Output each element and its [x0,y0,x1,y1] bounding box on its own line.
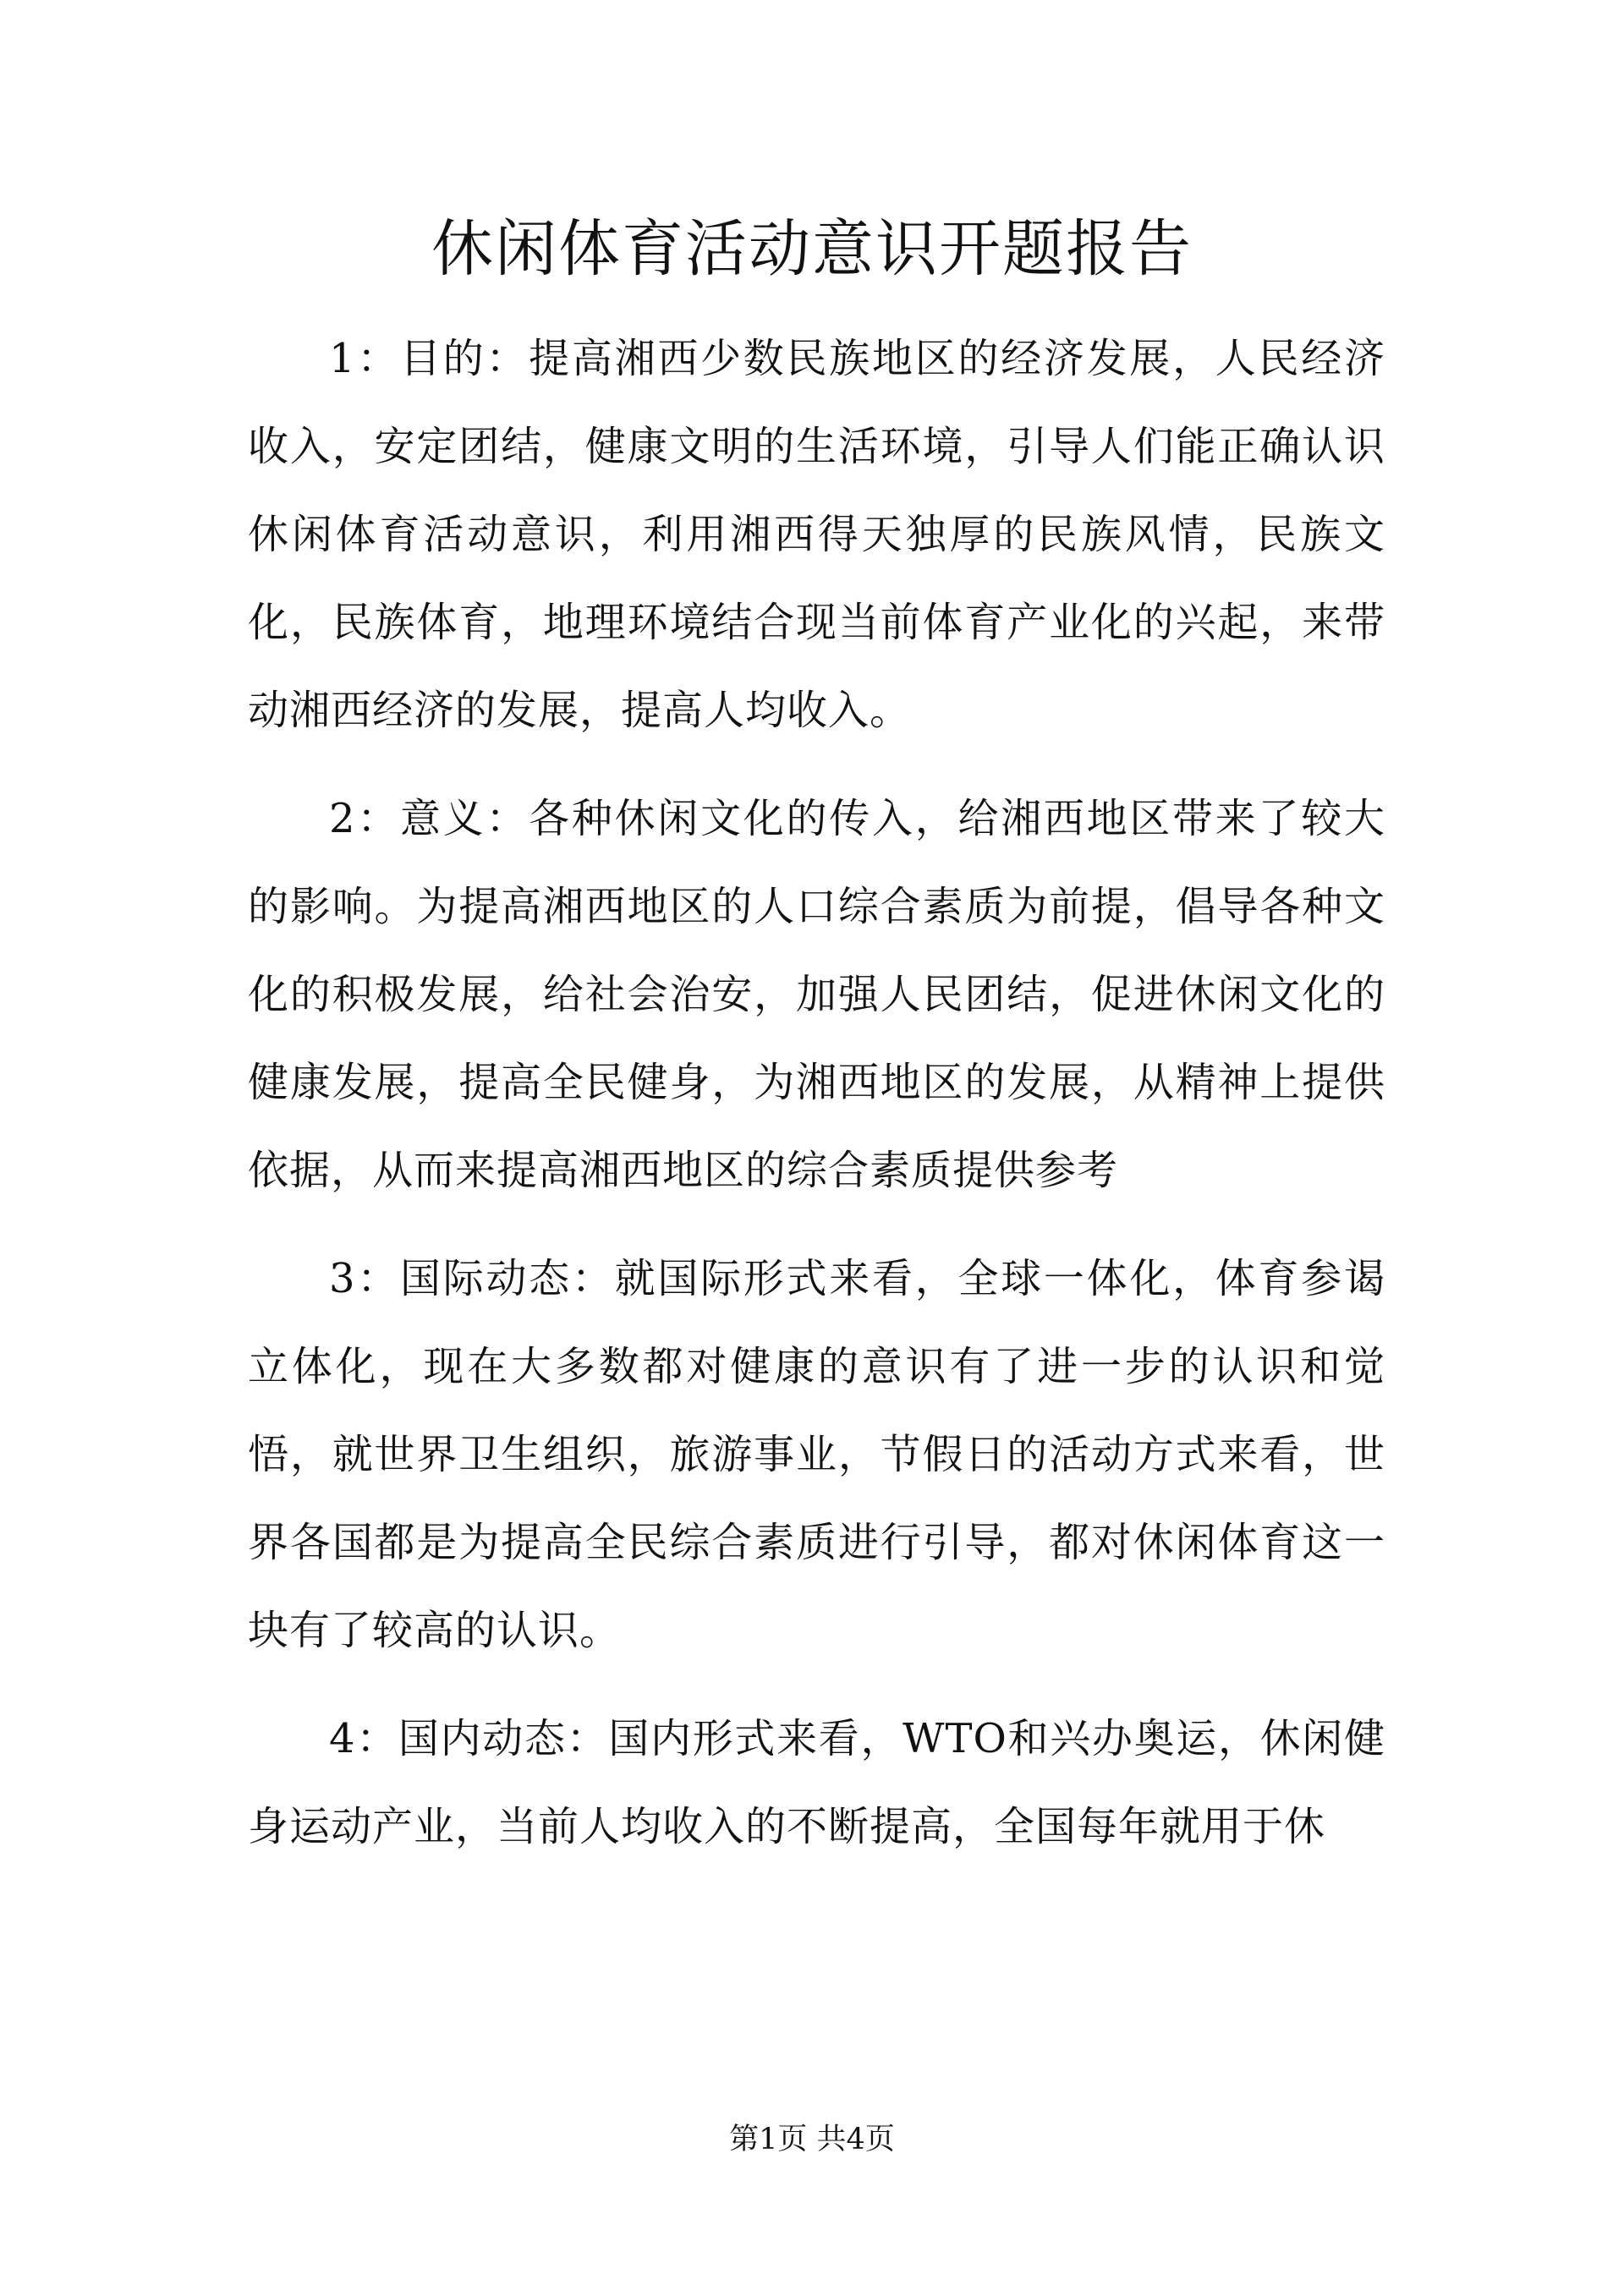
paragraph-purpose: 1：目的：提高湘西少数民族地区的经济发展，人民经济收入，安定团结，健康文明的生活环境，引导人们能正确认识休闲体育活动意识，利用湘西得天独厚的民族风情，民族文化，民族体育，地理环境结合现当前体育产业化的兴起，来带动湘西经济的发展，提高人均收入。 [248,335,1385,734]
document-title: 休闲体育活动意识开题报告 [431,213,1193,285]
paragraph-significance: 2：意义：各种休闲文化的传入，给湘西地区带来了较大的影响。为提高湘西地区的人口综合素质为前提，倡导各种文化的积极发展，给社会治安，加强人民团结，促进休闲文化的健康发展，提高全民健身，为湘西地区的发展，从精神上提供依据，从而来提高湘西地区的综合素质提供参考 [248,795,1385,1194]
paragraph-domestic-trends: 4：国内动态：国内形式来看，WTO和兴办奥运，休闲健身运动产业，当前人均收入的不断提高，全国每年就用于休 [248,1715,1385,1850]
document-body [248,315,1385,1891]
page-number-footer: 第1页 共4页 [729,2123,895,2156]
paragraph-international-trends: 3：国际动态：就国际形式来看，全球一体化，体育参谒立体化，现在大多数都对健康的意识有了进一步的认识和觉悟，就世界卫生组织，旅游事业，节假日的活动方式来看，世界各国都是为提高全民综合素质进行引导，都对休闲体育这一块有了较高的认识。 [248,1255,1385,1654]
